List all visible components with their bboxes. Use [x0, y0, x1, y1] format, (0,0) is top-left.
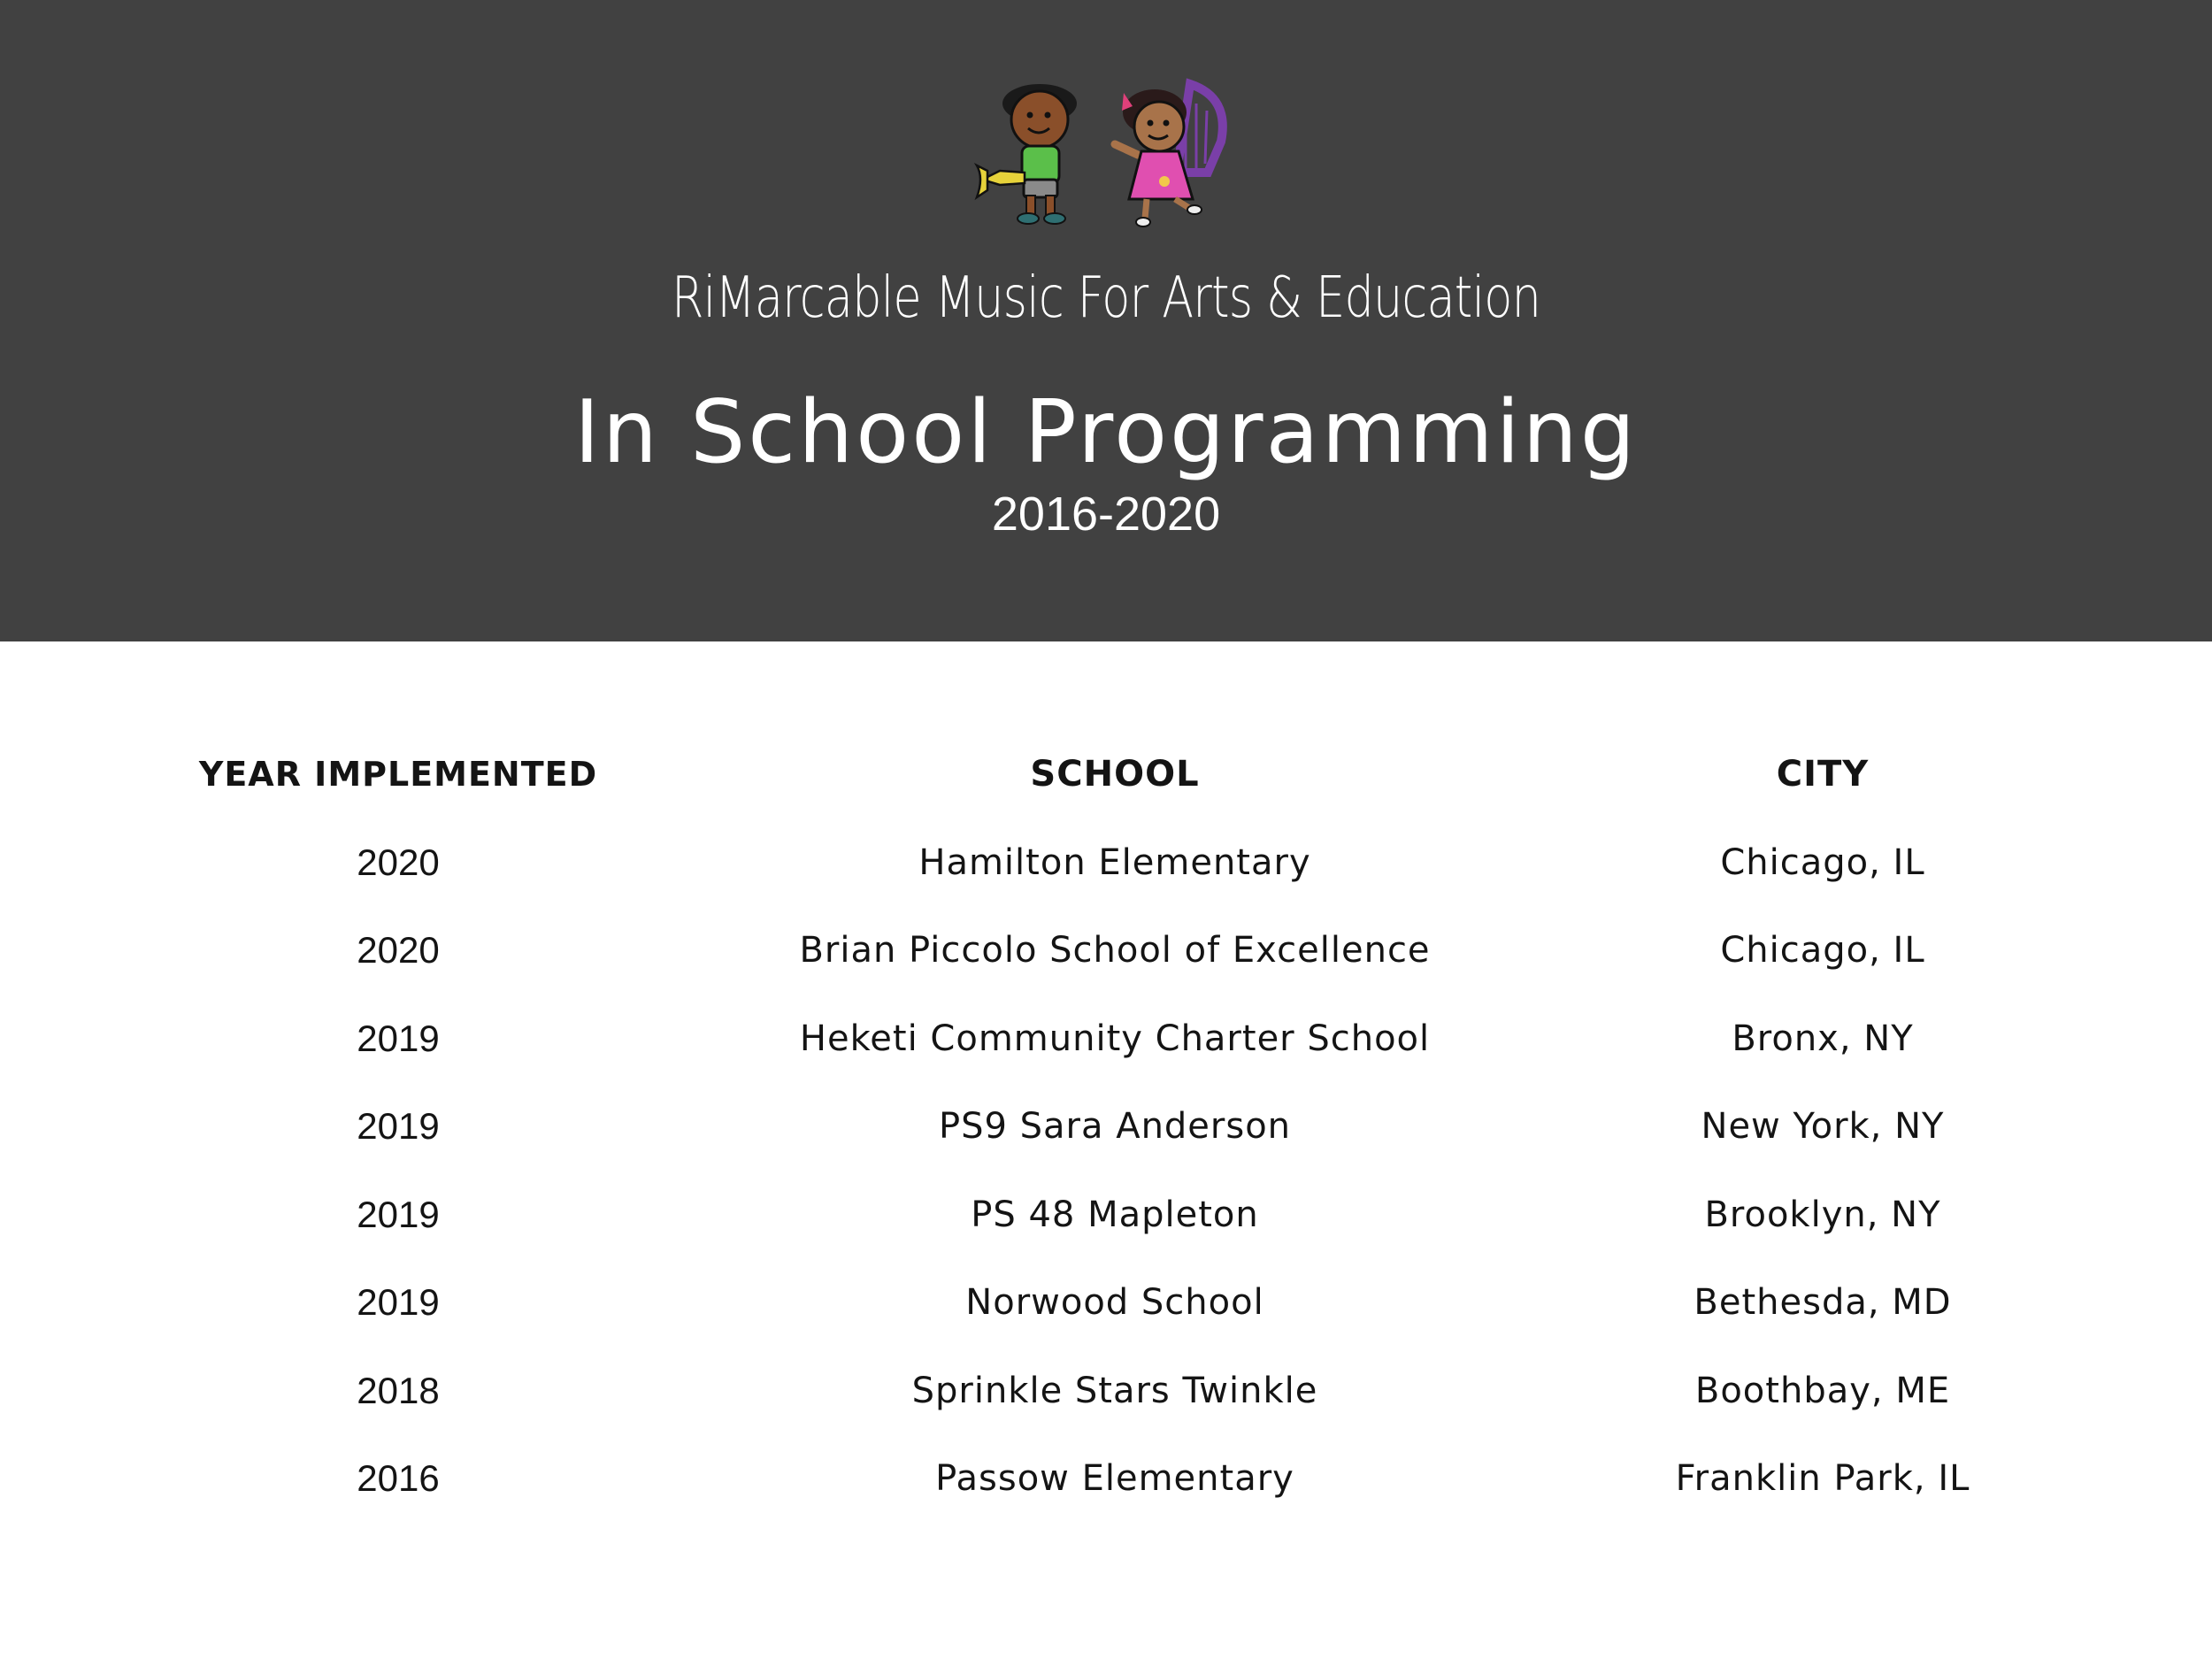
year-cell: 2019: [357, 1105, 440, 1147]
header-banner: [0, 0, 2212, 641]
city-cell: New York, NY: [1701, 1106, 1945, 1147]
column-header-school: SCHOOL: [1030, 754, 1200, 795]
boy-with-trumpet-icon: [977, 84, 1077, 224]
girl-with-harp-icon: [1115, 84, 1223, 227]
school-cell: PS 48 Mapleton: [971, 1194, 1259, 1235]
organization-name: RiMarcable Music For Arts & Education: [671, 265, 1541, 331]
school-cell: PS9 Sara Anderson: [938, 1106, 1292, 1147]
table-header-row: [0, 748, 2212, 836]
table-row: [0, 1364, 2212, 1453]
city-cell: Brooklyn, NY: [1704, 1194, 1941, 1235]
table-row: [0, 1276, 2212, 1364]
city-cell: Chicago, IL: [1720, 841, 1925, 883]
school-cell: Hamilton Elementary: [918, 841, 1311, 883]
school-cell: Brian Piccolo School of Excellence: [799, 930, 1431, 971]
kids-with-instruments-logo: [973, 66, 1248, 230]
year-cell: 2019: [357, 1017, 440, 1059]
table-row: [0, 1100, 2212, 1188]
city-cell: Franklin Park, IL: [1675, 1458, 1970, 1499]
table-row: [0, 924, 2212, 1012]
table-row: [0, 1188, 2212, 1277]
programs-table: [0, 748, 2212, 1540]
year-cell: 2018: [357, 1369, 440, 1411]
year-cell: 2020: [357, 841, 440, 883]
city-cell: Bethesda, MD: [1694, 1282, 1952, 1323]
page-title: In School Programming: [573, 382, 1639, 483]
year-cell: 2019: [357, 1281, 440, 1323]
city-cell: Boothbay, ME: [1694, 1370, 1951, 1411]
city-cell: Bronx, NY: [1732, 1018, 1914, 1059]
table-row: [0, 836, 2212, 925]
year-cell: 2019: [357, 1193, 440, 1235]
table-row: [0, 1452, 2212, 1540]
column-header-year: YEAR IMPLEMENTED: [198, 755, 598, 794]
school-cell: Sprinkle Stars Twinkle: [911, 1370, 1318, 1411]
year-range: 2016-2020: [991, 488, 1221, 541]
year-cell: 2016: [357, 1457, 440, 1499]
column-header-city: CITY: [1776, 754, 1870, 795]
school-cell: Heketi Community Charter School: [799, 1018, 1431, 1059]
school-cell: Norwood School: [965, 1282, 1264, 1323]
year-cell: 2020: [357, 929, 440, 971]
city-cell: Chicago, IL: [1720, 930, 1925, 971]
table-row: [0, 1012, 2212, 1101]
school-cell: Passow Elementary: [935, 1458, 1294, 1499]
